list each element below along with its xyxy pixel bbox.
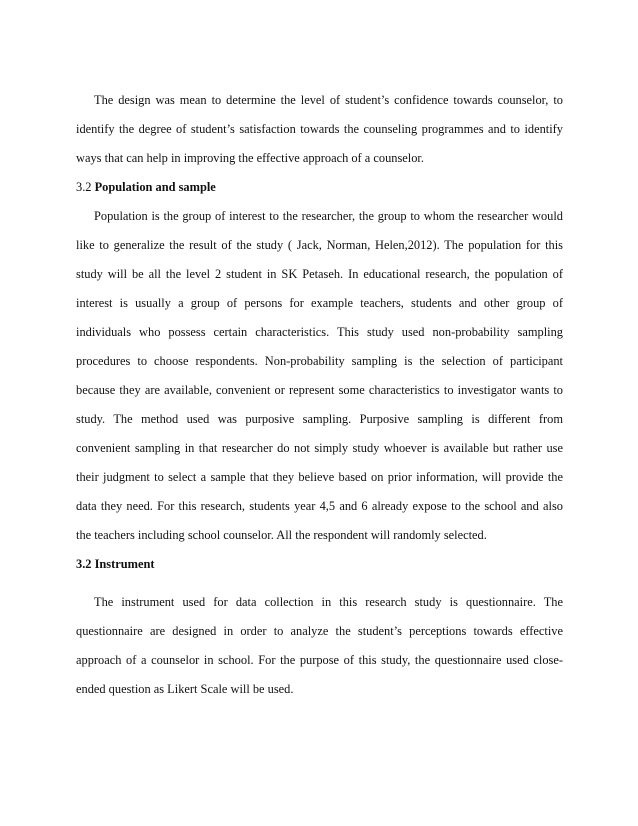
population-line-2: like to generalize the result of the study ( Jack, Norman, Helen,2012). The population for this: [76, 238, 563, 252]
section-number: 3.2: [76, 180, 95, 194]
instrument-line-2: questionnaire are designed in order to analyze the student’s perceptions towards effective: [76, 624, 563, 638]
population-line-8: study. The method used was purposive sampling. Purposive sampling is different from: [76, 412, 563, 426]
population-line-1: Population is the group of interest to the researcher, the group to whom the researcher would: [94, 209, 563, 223]
section-heading-instrument: [76, 550, 563, 579]
population-paragraph: [76, 202, 563, 550]
population-line-10: their judgment to select a sample that they believe based on prior information, will provide the: [76, 470, 563, 484]
heading-spacer: [76, 579, 563, 588]
section-heading-population: [76, 173, 563, 202]
population-line-11: data they need. For this research, students year 4,5 and 6 already expose to the school and also: [76, 499, 563, 513]
document-body: [76, 86, 563, 704]
population-line-9: convenient sampling in that researcher do not simply study whoever is available but rather use: [76, 441, 563, 455]
intro-paragraph: [76, 86, 563, 173]
instrument-paragraph: [76, 588, 563, 704]
population-line-7: because they are available, convenient or represent some characteristics to investigator wants to: [76, 383, 563, 397]
population-line-3: study will be all the level 2 student in SK Petaseh. In educational research, the population of: [76, 267, 563, 281]
population-line-12: the teachers including school counselor. All the respondent will randomly selected.: [76, 528, 487, 542]
intro-line-3: ways that can help in improving the effective approach of a counselor.: [76, 151, 424, 165]
intro-line-1: The design was mean to determine the level of student’s confidence towards counselor, to: [94, 93, 563, 107]
section-title: Population and sample: [94, 180, 216, 194]
intro-line-2: identify the degree of student’s satisfaction towards the counseling programmes and to identify: [76, 122, 563, 136]
population-line-6: procedures to choose respondents. Non-probability sampling is the selection of participant: [76, 354, 563, 368]
instrument-line-1: The instrument used for data collection in this research study is questionnaire. The: [94, 595, 563, 609]
population-line-5: individuals who possess certain characteristics. This study used non-probability sampling: [76, 325, 563, 339]
instrument-heading: 3.2 Instrument: [76, 557, 155, 571]
instrument-line-4: ended question as Likert Scale will be used.: [76, 682, 294, 696]
instrument-line-3: approach of a counselor in school. For the purpose of this study, the questionnaire used close-: [76, 653, 563, 667]
population-line-4: interest is usually a group of persons for example teachers, students and other group of: [76, 296, 563, 310]
